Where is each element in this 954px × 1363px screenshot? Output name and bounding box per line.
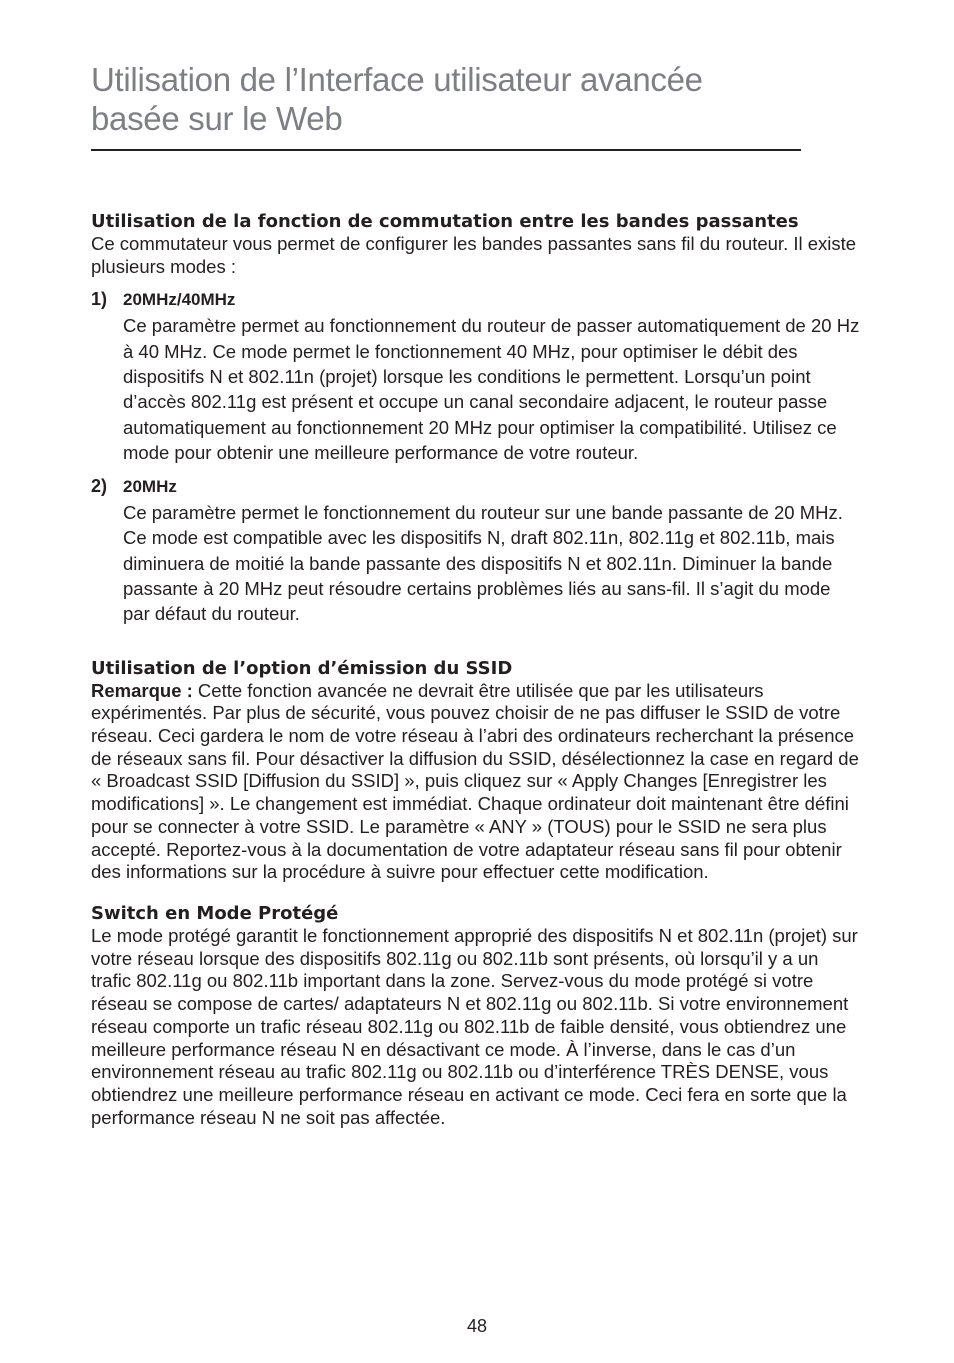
- page-number: 48: [466, 1316, 488, 1336]
- section-body: Le mode protégé garantit le fonctionnement approprié des dispositifs N et 802.11n (projet) sur votre réseau lorsque des dispositifs 802.11g ou 802.11b sont présents, où lorsqu’il y a un trafic 802.11g ou 802.11b important dans la zone. Servez-vous du mode protégé si votre réseau se compose de cartes/ adaptateurs N et 802.11g ou 802.11b. Si votre environnement réseau comporte un trafic réseau 802.11g ou 802.11b de faible densité, vous obtiendrez une meilleure performance réseau N en désactivant ce mode. À l’inverse, dans le cas d’un environnement réseau au trafic 802.11g ou 802.11b ou d’interférence TRÈS DENSE, vous obtiendrez une meilleure performance réseau en activant ce mode. Ceci fera en sorte que la performance réseau N ne soit pas affectée.: [91, 925, 858, 1128]
- page-content: [91, 210, 861, 1129]
- title-divider: [91, 149, 801, 151]
- section-intro: Ce commutateur vous permet de configurer les bandes passantes sans fil du routeur. Il existe plusieurs modes :: [91, 233, 857, 277]
- section-heading: Utilisation de la fonction de commutation entre les bandes passantes: [91, 211, 799, 232]
- section-ssid-broadcast: [91, 657, 861, 884]
- list-item-number: 2): [91, 476, 108, 497]
- list-item: [91, 288, 861, 465]
- list-item-title: 20MHz/40MHz: [123, 290, 236, 310]
- chapter-title: [91, 60, 811, 138]
- section-protected-mode: [91, 902, 861, 1129]
- list-item-body: Ce paramètre permet au fonctionnement du routeur de passer automatiquement de 20 Hz à 40 MHz. Ce mode permet le fonctionnement 40 MHz, pour optimiser le débit des dispositifs N et 802.11n (projet) lorsque les conditions le permettent. Lorsqu’un point d’accès 802.11g est présent et occupe un canal secondaire adjacent, le routeur passe automatiquement au fonctionnement 20 MHz pour optimiser la compatibilité. Utilisez ce mode pour obtenir une meilleure performance de votre routeur.: [123, 315, 860, 463]
- list-item: [91, 475, 861, 626]
- section-bandwidth-switch: [91, 210, 861, 627]
- note-text: Cette fonction avancée ne devrait être utilisée que par les utilisateurs expérimentés. Par plus de sécurité, vous pouvez choisir de ne pas diffuser le SSID de votre réseau. Ceci gardera le nom de votre réseau à l’abri des ordinateurs recherchant la présence de réseaux sans fil. Pour désactiver la diffusion du SSID, désélectionnez la case en regard de « Broadcast SSID [Diffusion du SSID] », puis cliquez sur « Apply Changes [Enregistrer les modifications] ». Le changement est immédiat. Chaque ordinateur doit maintenant être défini pour se connecter à votre SSID. Le paramètre « ANY » (TOUS) pour le SSID ne sera plus accepté. Reportez-vous à la documentation de votre adaptateur réseau sans fil pour obtenir des informations sur la procédure à suivre pour effectuer cette modification.: [91, 679, 859, 883]
- chapter-title-line-1: Utilisation de l’Interface utilisateur avancée: [91, 61, 703, 98]
- chapter-title-line-2: basée sur le Web: [91, 100, 343, 137]
- section-body: [91, 680, 861, 884]
- list-item-body: Ce paramètre permet le fonctionnement du routeur sur une bande passante de 20 MHz. Ce mode est compatible avec les dispositifs N, draft 802.11n, 802.11g et 802.11b, mais diminuera de moitié la bande passante des dispositifs N et 802.11n. Diminuer la bande passante à 20 MHz peut résoudre certains problèmes liés au sans-fil. Il s’agit du mode par défaut du routeur.: [123, 502, 843, 625]
- list-item-title: 20MHz: [123, 477, 177, 497]
- note-label: Remarque :: [91, 679, 193, 701]
- list-item-number: 1): [91, 289, 108, 310]
- section-heading: Utilisation de l’option d’émission du SSID: [91, 657, 513, 679]
- section-heading: Switch en Mode Protégé: [91, 903, 339, 924]
